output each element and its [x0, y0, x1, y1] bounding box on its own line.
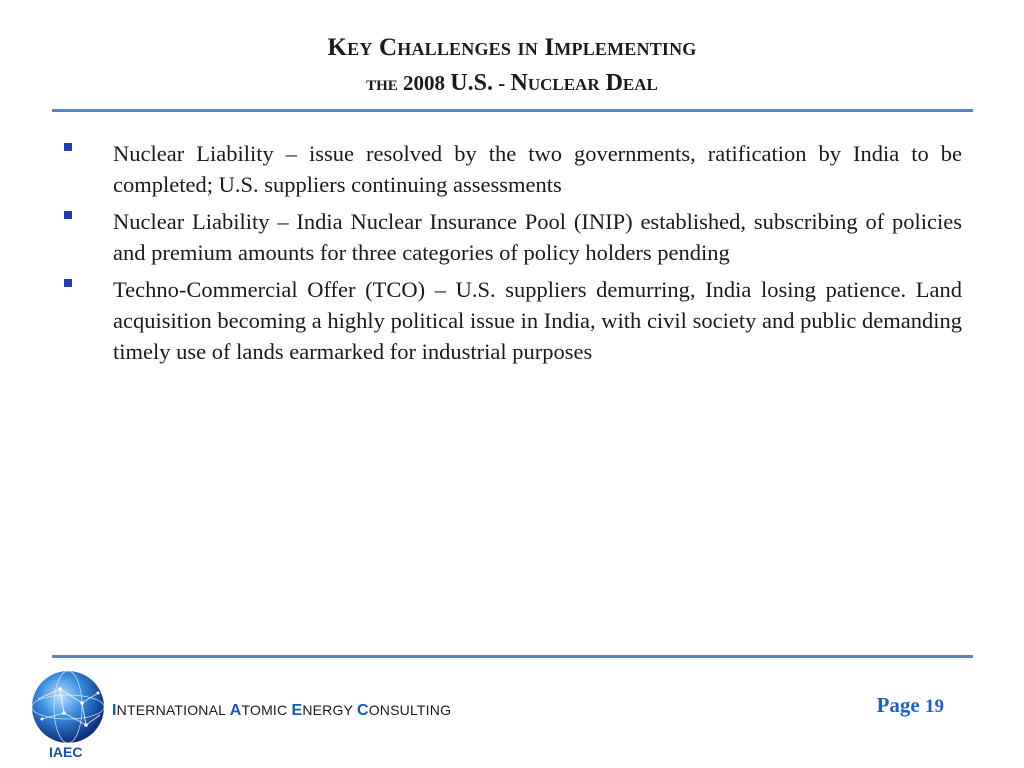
globe-network-icon — [30, 669, 106, 745]
square-bullet-icon — [64, 143, 72, 151]
square-bullet-icon — [64, 211, 72, 219]
bullet-item — [62, 206, 962, 268]
bullet-text: Techno-Commercial Offer (TCO) – U.S. suppliers demurring, India losing patience. Land acquisition becoming a highly political issue in India, with civil society and public demanding timely use of lands earmarked for industrial purposes — [113, 277, 962, 364]
brand-word-international: NTERNATIONAL — [116, 702, 226, 718]
brand-word-atomic: TOMIC — [241, 702, 288, 718]
title-line2-suffix: Nuclear Deal — [510, 70, 658, 96]
title-line2-prefix: the 2008 — [366, 71, 451, 95]
company-name — [112, 702, 451, 720]
page-number: 19 — [925, 696, 944, 717]
brand-initial-c: C — [356, 702, 369, 719]
bullet-list — [62, 138, 962, 373]
slide-title-line2 — [0, 70, 1024, 97]
page-label-text: Page — [876, 693, 920, 717]
brand-initial-a: A — [229, 702, 242, 719]
title-line2-dash: - — [492, 71, 511, 95]
page-indicator — [877, 693, 944, 718]
brand-word-energy: NERGY — [302, 702, 353, 718]
bullet-item — [62, 138, 962, 200]
square-bullet-icon — [64, 279, 72, 287]
bullet-item — [62, 274, 962, 367]
brand-word-consulting: ONSULTING — [368, 702, 452, 718]
bullet-text: Nuclear Liability – issue resolved by the two governments, ratification by India to be completed; U.S. suppliers continuing assessments — [113, 141, 962, 197]
bullet-text: Nuclear Liability – India Nuclear Insurance Pool (INIP) established, subscribing of policies and premium amounts for three categories of policy holders pending — [113, 209, 962, 265]
title-line2-us: U.S. — [450, 70, 493, 96]
slide-title-line1: Key Challenges in Implementing — [327, 34, 697, 61]
brand-initial-e: E — [291, 702, 303, 719]
logo-caption: IAEC — [49, 744, 83, 760]
bottom-divider — [52, 655, 973, 658]
brand-initial-i: I — [112, 702, 117, 719]
top-divider — [52, 109, 973, 112]
